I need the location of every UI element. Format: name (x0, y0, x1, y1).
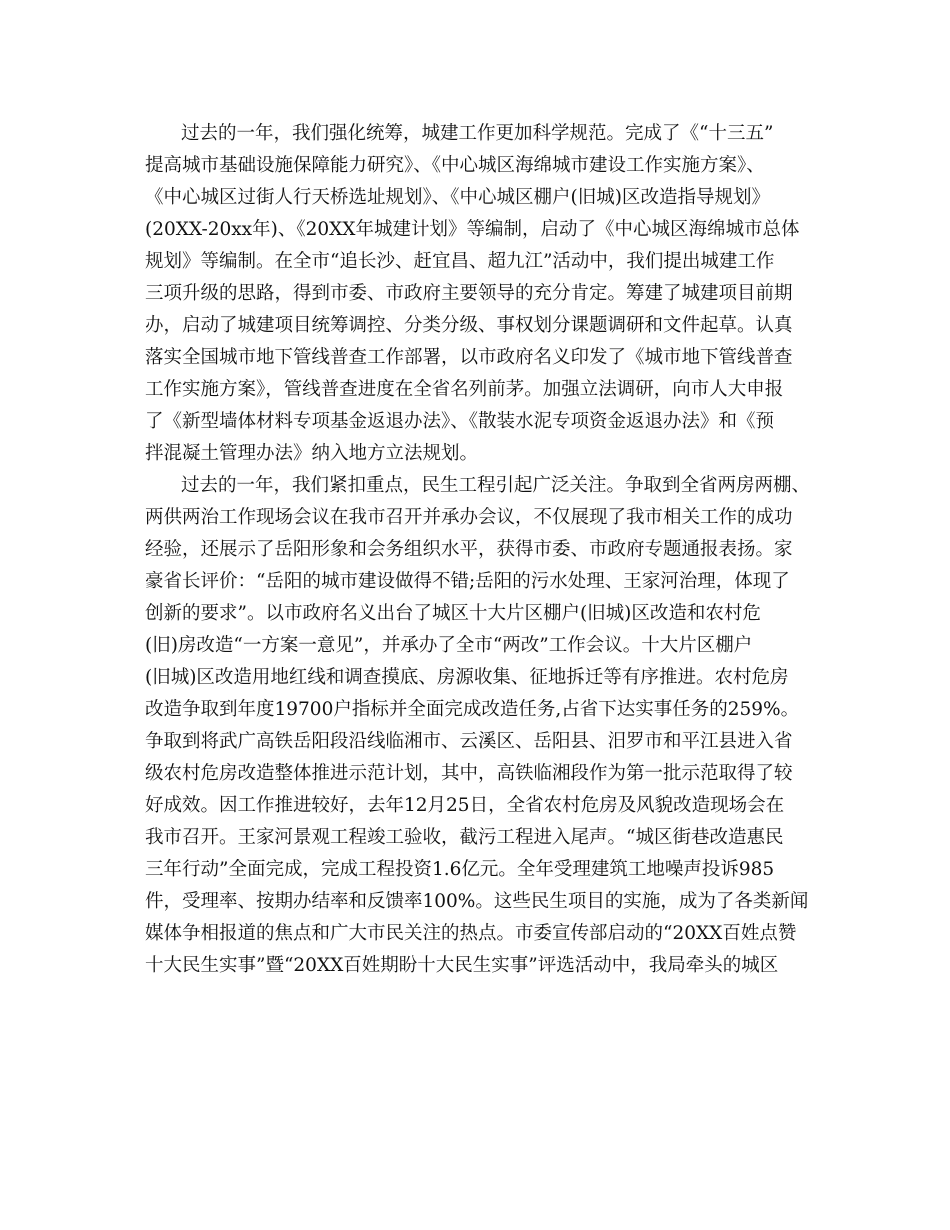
paragraph-2-line: 过去的一年，我们紧扣重点，民生工程引起广泛关注。争取到全省两房两棚、 (181, 475, 811, 496)
paragraph-1-line: 三项升级的思路，得到市委、市政府主要领导的充分肯定。筹建了城建项目前期 (145, 283, 793, 304)
paragraph-1-line: 《中心城区过街人行天桥选址规划》、《中心城区棚户(旧城)区改造指导规划》 (145, 187, 770, 208)
paragraph-2-line: 争取到将武广高铁岳阳段沿线临湘市、云溪区、岳阳县、汨罗市和平江县进入省 (145, 731, 793, 752)
paragraph-2-line: 好成效。因工作推进较好，去年12月25日，全省农村危房及风貌改造现场会在 (145, 795, 785, 816)
paragraph-2-line: 件，受理率、按期办结率和反馈率100%。这些民生项目的实施，成为了各类新闻 (145, 891, 809, 912)
paragraph-2-line: 两供两治工作现场会议在我市召开并承办会议，不仅展现了我市相关工作的成功 (145, 507, 793, 528)
document-body (145, 118, 825, 982)
paragraph-2-line: 级农村危房改造整体推进示范计划，其中，高铁临湘段作为第一批示范取得了较 (145, 763, 793, 784)
paragraph-2-line: (旧城)区改造用地红线和调查摸底、房源收集、征地拆迁等有序推进。农村危房 (145, 667, 789, 688)
paragraph-1-line: 办，启动了城建项目统筹调控、分类分级、事权划分课题调研和文件起草。认真 (145, 315, 793, 336)
paragraph-1-line: (20XX-20xx年)、《20XX年城建计划》等编制，启动了《中心城区海绵城市总体 (145, 219, 800, 240)
paragraph-1-line: 了《新型墙体材料专项基金返退办法》、《散装水泥专项资金返退办法》和《预 (145, 411, 775, 432)
paragraph-2-line: 创新的要求”。以市政府名义出台了城区十大片区棚户(旧城)区改造和农村危 (145, 603, 761, 624)
paragraph-1-line: 落实全国城市地下管线普查工作部署，以市政府名义印发了《城市地下管线普查 (145, 347, 793, 368)
paragraph-2-line: 三年行动”全面完成，完成工程投资1.6亿元。全年受理建筑工地噪声投诉985 (145, 859, 775, 880)
paragraph-1-line: 拌混凝土管理办法》纳入地方立法规划。 (145, 443, 479, 464)
paragraph-1-line: 提高城市基础设施保障能力研究》、《中心城区海绵城市建设工作实施方案》、 (145, 155, 765, 176)
paragraph-2-line: 改造争取到年度19700户指标并全面完成改造任务,占省下达实事任务的259%。 (145, 699, 800, 720)
paragraph-2-line: 我市召开。王家河景观工程竣工验收，截污工程进入尾声。“城区街巷改造惠民 (145, 827, 784, 848)
paragraph-1-line: 规划》等编制。在全市“追长沙、赶宜昌、超九江”活动中，我们提出城建工作 (145, 251, 775, 272)
paragraph-1-line: 工作实施方案》，管线普查进度在全省名列前茅。加强立法调研，向市人大申报 (145, 379, 784, 400)
paragraph-2-line: 十大民生实事”暨“20XX百姓期盼十大民生实事”评选活动中，我局牵头的城区 (145, 955, 779, 976)
paragraph-2-line: (旧)房改造“一方案一意见”，并承办了全市“两改”工作会议。十大片区棚户 (145, 635, 753, 656)
paragraph-2-line: 媒体争相报道的焦点和广大市民关注的热点。市委宣传部启动的“20XX百姓点赞 (145, 923, 797, 944)
paragraph-2-line: 豪省长评价：“岳阳的城市建设做得不错;岳阳的污水处理、王家河治理，体现了 (145, 571, 790, 592)
paragraph-2-line: 经验，还展示了岳阳形象和会务组织水平，获得市委、市政府专题通报表扬。家 (145, 539, 793, 560)
paragraph-1-line: 过去的一年，我们强化统筹，城建工作更加科学规范。完成了《“十三五” (181, 123, 774, 144)
